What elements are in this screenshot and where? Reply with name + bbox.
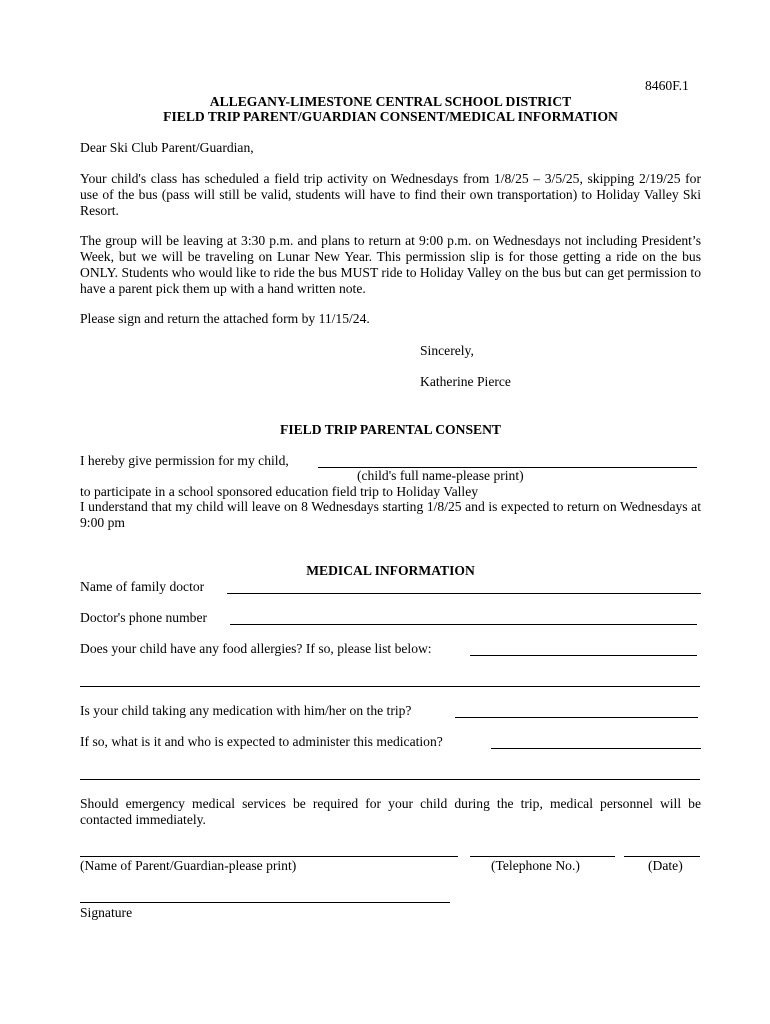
doctor-phone-line[interactable] (230, 624, 697, 625)
parent-name-line[interactable] (80, 856, 458, 857)
allergies-line[interactable] (470, 655, 697, 656)
signer-name: Katherine Pierce (420, 374, 511, 389)
signature-caption: Signature (80, 905, 133, 920)
telephone-caption: (Telephone No.) (491, 858, 580, 873)
form-code: 8460F.1 (645, 78, 689, 93)
form-title: FIELD TRIP PARENT/GUARDIAN CONSENT/MEDICAL INFORMATION (163, 109, 618, 124)
doctor-name-line[interactable] (227, 593, 701, 594)
child-name-caption: (child's full name-please print) (357, 468, 524, 483)
doctor-label: Name of family doctor (80, 579, 205, 594)
administer-line-2[interactable] (80, 779, 700, 780)
allergies-line-2[interactable] (80, 686, 700, 687)
medication-line[interactable] (455, 717, 698, 718)
administer-line[interactable] (491, 748, 701, 749)
closing: Sincerely, (420, 343, 474, 358)
medication-label: Is your child taking any medication with him/her on the trip? (80, 703, 412, 718)
parent-name-caption: (Name of Parent/Guardian-please print) (80, 858, 297, 873)
letter-paragraph-2: The group will be leaving at 3:30 p.m. and plans to return at 9:00 p.m. on Wednesdays not including President’s Week, but we will be traveling on Lunar New Year. This permission slip is for those getting a ride on the bus ONLY. Students who would like to ride the bus MUST ride to Holiday Valley on the bus but can get permission to have a parent pick them up with a hand written note. (80, 233, 701, 296)
medical-heading: MEDICAL INFORMATION (306, 563, 475, 578)
salutation: Dear Ski Club Parent/Guardian, (80, 140, 254, 155)
consent-line-2: to participate in a school sponsored education field trip to Holiday Valley (80, 484, 479, 499)
return-statement: I understand that my child will leave on 8 Wednesdays starting 1/8/25 and is expected to return on Wednesdays at 9:00 pm (80, 499, 701, 530)
consent-heading: FIELD TRIP PARENTAL CONSENT (280, 422, 501, 437)
date-line[interactable] (624, 856, 700, 857)
signature-line[interactable] (80, 902, 450, 903)
date-caption: (Date) (648, 858, 683, 873)
district-name: ALLEGANY-LIMESTONE CENTRAL SCHOOL DISTRICT (209, 94, 572, 109)
allergies-label: Does your child have any food allergies? If so, please list below: (80, 641, 432, 656)
permission-label: I hereby give permission for my child, (80, 453, 289, 468)
telephone-line[interactable] (470, 856, 615, 857)
administer-label: If so, what is it and who is expected to administer this medication? (80, 734, 443, 749)
letter-paragraph-1: Your child's class has scheduled a field trip activity on Wednesdays from 1/8/25 – 3/5/25, skipping 2/19/25 for use of the bus (pass will still be valid, students will have to find their own transportation) to Holiday Valley Ski Resort. (80, 171, 701, 218)
letter-paragraph-3: Please sign and return the attached form by 11/15/24. (80, 311, 370, 326)
emergency-statement: Should emergency medical services be required for your child during the trip, medical personnel will be contacted immediately. (80, 796, 701, 827)
doctor-phone-label: Doctor's phone number (80, 610, 208, 625)
